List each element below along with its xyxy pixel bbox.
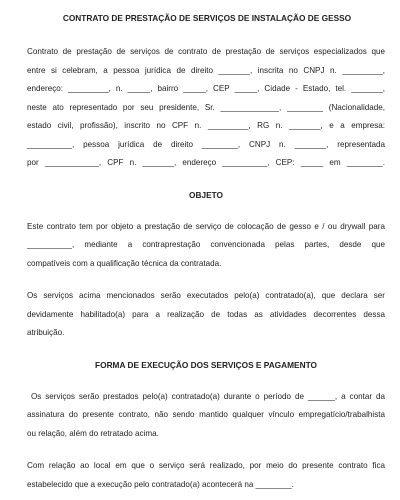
intro-line: estado civil, profissão), inscrito no CPF n. _________, RG n. _______, e a empresa: <box>27 121 385 130</box>
intro-line: neste ato representado por seu presidente, Sr. _____________, ________ (Nacionalidade, <box>27 102 385 112</box>
section-title-forma-execucao: FORMA DE EXECUÇÃO DOS SERVIÇOS E PAGAMENTO <box>95 359 317 370</box>
forma-paragraph-1 <box>27 388 385 444</box>
section-title-objeto: OBJETO <box>189 189 223 200</box>
document-title: CONTRATO DE PRESTAÇÃO DE SERVIÇOS DE INSTALAÇÃO DE GESSO <box>62 13 352 23</box>
forma-line: Os serviços serão prestados pelo(a) contratado(a) durante o período de ______, a contar da <box>27 391 385 401</box>
intro-line: por ____________, CPF n. _______, endereço __________, CEP: _____ em ________. <box>27 158 385 167</box>
forma-line: estabelecido que a execução pelo contratado(a) acontecerá na ________. <box>27 479 294 489</box>
forma-line: ou relação, além do retratado acima. <box>27 428 159 438</box>
objeto-line: __________, mediante a contraprestação convencionada pelas partes, desde que <box>27 240 385 249</box>
objeto-paragraph-2 <box>27 287 385 343</box>
intro-line: Contrato de prestação de serviços de contrato de prestação de serviços especializados que <box>27 47 385 56</box>
forma-line: assinatura do presente contrato, não sendo mantido qualquer vínculo empregatício/trabalhista <box>27 410 385 419</box>
intro-line: endereço: _________, n. _____, bairro _____, CEP _____, Cidade - Estado, tel. _______, <box>27 84 385 93</box>
intro-line: entre si celebram, a pessoa jurídica de direito _______, inscrita no CNPJ n. _________, <box>27 65 385 75</box>
forma-paragraph-2 <box>27 457 385 494</box>
objeto-paragraph-1 <box>27 218 385 274</box>
objeto-line: devidamente habilitado(a) para a realização de todas as atividades decorrentes dessa <box>27 309 385 319</box>
objeto-line: Este contrato tem por objeto a prestação de serviço de colocação de gesso e / ou drywall para <box>27 221 385 231</box>
objeto-line: Os serviços acima mencionados serão executados pelo(a) contratado(a), que declara ser <box>27 291 385 300</box>
objeto-line: compatíveis com a qualificação técnica da contratada. <box>27 258 222 268</box>
intro-paragraph <box>27 43 385 173</box>
forma-line: Com relação ao local em que o serviço será realizado, por meio do presente contrato fica <box>27 461 385 470</box>
objeto-line: atribuição. <box>27 328 65 337</box>
intro-line: __________, pessoa jurídica de direito ________, CNPJ n. _______, representada <box>27 139 385 149</box>
